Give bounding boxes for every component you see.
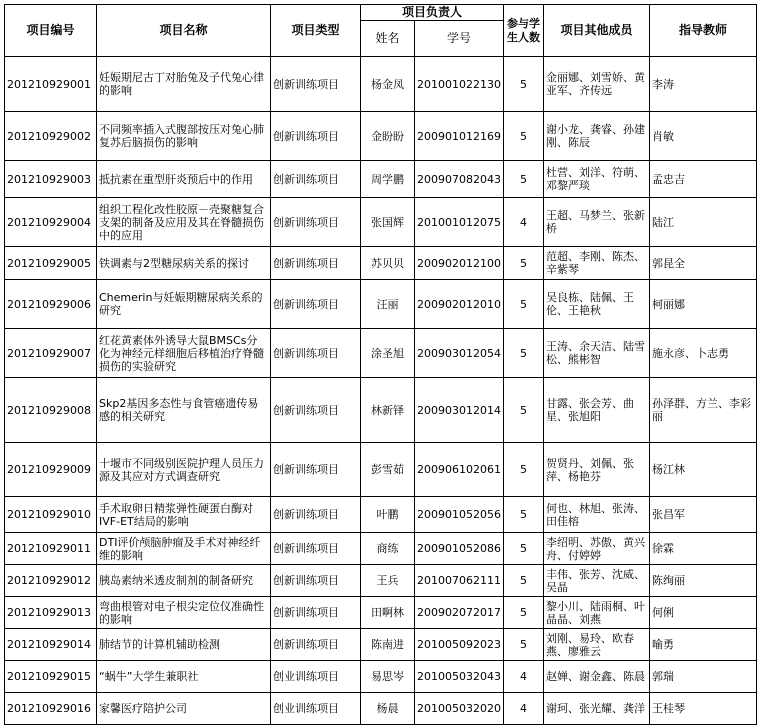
type-cell: 创新训练项目 — [271, 378, 361, 443]
type-cell: 创新训练项目 — [271, 533, 361, 565]
project-table — [4, 4, 757, 725]
teacher-cell: 徐霖 — [650, 533, 757, 565]
teacher-cell: 郭昆全 — [650, 247, 757, 280]
members-cell: 贺贤丹、刘佩、张萍、杨艳芬 — [544, 443, 650, 497]
members-cell: 吴良栋、陆佩、王伦、王艳秋 — [544, 280, 650, 329]
leader-sid-cell: 200901052086 — [415, 533, 504, 565]
members-cell: 李绍明、苏傲、黄兴舟、付婷婷 — [544, 533, 650, 565]
name-cell: 抵抗素在重型肝炎预后中的作用 — [97, 161, 271, 198]
leader-name-cell: 易思岑 — [361, 661, 415, 693]
leader-name-cell: 周学鹏 — [361, 161, 415, 198]
table-row — [5, 597, 757, 629]
teacher-cell: 王桂琴 — [650, 693, 757, 725]
table-row — [5, 661, 757, 693]
table-row — [5, 247, 757, 280]
teacher-cell: 孟忠吉 — [650, 161, 757, 198]
name-cell: 弯曲根管对电子根尖定位仪准确性的影响 — [97, 597, 271, 629]
name-cell: “蜗牛”大学生兼职社 — [97, 661, 271, 693]
count-cell: 5 — [504, 443, 544, 497]
members-cell: 甘露、张会芳、曲星、张旭阳 — [544, 378, 650, 443]
type-cell: 创新训练项目 — [271, 565, 361, 597]
members-cell: 刘刚、易玲、欧春燕、廖雅云 — [544, 629, 650, 661]
teacher-cell: 郭瑞 — [650, 661, 757, 693]
id-cell: 201210929005 — [5, 247, 97, 280]
leader-sid-cell: 201005032043 — [415, 661, 504, 693]
leader-name-cell: 金盼盼 — [361, 112, 415, 161]
type-cell: 创新训练项目 — [271, 597, 361, 629]
name-cell: 手术取卵日精浆弹性硬蛋白酶对IVF-ET结局的影响 — [97, 497, 271, 533]
members-cell: 黎小川、陆雨桐、叶晶晶、刘燕 — [544, 597, 650, 629]
type-cell: 创业训练项目 — [271, 693, 361, 725]
type-cell: 创新训练项目 — [271, 329, 361, 378]
table-row — [5, 161, 757, 198]
count-cell: 5 — [504, 247, 544, 280]
members-cell: 丰伟、张芳、沈威、吴晶 — [544, 565, 650, 597]
header-name: 项目名称 — [97, 5, 271, 57]
table-row — [5, 57, 757, 112]
leader-name-cell: 王兵 — [361, 565, 415, 597]
table-row — [5, 378, 757, 443]
type-cell: 创新训练项目 — [271, 443, 361, 497]
id-cell: 201210929004 — [5, 198, 97, 247]
name-cell: 胰岛素纳米透皮制剂的制备研究 — [97, 565, 271, 597]
leader-name-cell: 杨金凤 — [361, 57, 415, 112]
leader-name-cell: 张国辉 — [361, 198, 415, 247]
id-cell: 201210929007 — [5, 329, 97, 378]
teacher-cell: 杨江林 — [650, 443, 757, 497]
type-cell: 创新训练项目 — [271, 198, 361, 247]
leader-sid-cell: 201005032020 — [415, 693, 504, 725]
teacher-cell: 陈绚丽 — [650, 565, 757, 597]
table-row — [5, 497, 757, 533]
leader-name-cell: 杨晨 — [361, 693, 415, 725]
leader-name-cell: 陈南进 — [361, 629, 415, 661]
id-cell: 201210929016 — [5, 693, 97, 725]
type-cell: 创新训练项目 — [271, 280, 361, 329]
leader-name-cell: 彭雪茹 — [361, 443, 415, 497]
name-cell: 妊娠期尼古丁对胎兔及子代兔心律的影响 — [97, 57, 271, 112]
leader-sid-cell: 201001022130 — [415, 57, 504, 112]
teacher-cell: 李涛 — [650, 57, 757, 112]
type-cell: 创新训练项目 — [271, 247, 361, 280]
table-row — [5, 533, 757, 565]
id-cell: 201210929001 — [5, 57, 97, 112]
table-row — [5, 280, 757, 329]
name-cell: 红花黄素体外诱导大鼠BMSCs分化为神经元样细胞后移植治疗脊髓损伤的实验研究 — [97, 329, 271, 378]
type-cell: 创新训练项目 — [271, 112, 361, 161]
leader-sid-cell: 200902012100 — [415, 247, 504, 280]
id-cell: 201210929015 — [5, 661, 97, 693]
members-cell: 谢珂、张光耀、龚洋 — [544, 693, 650, 725]
teacher-cell: 孙泽群、方兰、李彩丽 — [650, 378, 757, 443]
table-row — [5, 112, 757, 161]
leader-name-cell: 苏贝贝 — [361, 247, 415, 280]
teacher-cell: 柯丽娜 — [650, 280, 757, 329]
id-cell: 201210929010 — [5, 497, 97, 533]
count-cell: 4 — [504, 693, 544, 725]
leader-sid-cell: 200903012014 — [415, 378, 504, 443]
leader-name-cell: 田啊林 — [361, 597, 415, 629]
members-cell: 金丽娜、刘雪娇、黄亚军、齐传远 — [544, 57, 650, 112]
table-row — [5, 443, 757, 497]
leader-sid-cell: 200902012010 — [415, 280, 504, 329]
name-cell: Skp2基因多态性与食管癌遗传易感的相关研究 — [97, 378, 271, 443]
type-cell: 创新训练项目 — [271, 57, 361, 112]
leader-name-cell: 林新铎 — [361, 378, 415, 443]
count-cell: 5 — [504, 533, 544, 565]
count-cell: 4 — [504, 198, 544, 247]
id-cell: 201210929009 — [5, 443, 97, 497]
teacher-cell: 陆江 — [650, 198, 757, 247]
teacher-cell: 肖敏 — [650, 112, 757, 161]
teacher-cell: 张昌军 — [650, 497, 757, 533]
count-cell: 5 — [504, 597, 544, 629]
header-members: 项目其他成员 — [544, 5, 650, 57]
name-cell: 肺结节的计算机辅助检测 — [97, 629, 271, 661]
id-cell: 201210929008 — [5, 378, 97, 443]
teacher-cell: 喻勇 — [650, 629, 757, 661]
name-cell: DTI评价颅脑肿瘤及手术对神经纤维的影响 — [97, 533, 271, 565]
count-cell: 5 — [504, 629, 544, 661]
teacher-cell: 何俐 — [650, 597, 757, 629]
count-cell: 5 — [504, 378, 544, 443]
leader-sid-cell: 201007062111 — [415, 565, 504, 597]
leader-name-cell: 商练 — [361, 533, 415, 565]
header-count: 参与学生人数 — [504, 5, 544, 57]
members-cell: 王涛、余天洁、陆雪松、熊彬智 — [544, 329, 650, 378]
id-cell: 201210929003 — [5, 161, 97, 198]
name-cell: 十堰市不同级别医院护理人员压力源及其应对方式调查研究 — [97, 443, 271, 497]
leader-name-cell: 汪丽 — [361, 280, 415, 329]
count-cell: 5 — [504, 329, 544, 378]
members-cell: 范超、李刚、陈杰、辛紫琴 — [544, 247, 650, 280]
type-cell: 创新训练项目 — [271, 629, 361, 661]
name-cell: 铁调素与2型糖尿病关系的探讨 — [97, 247, 271, 280]
count-cell: 5 — [504, 57, 544, 112]
leader-name-cell: 叶鹏 — [361, 497, 415, 533]
members-cell: 谢小龙、龚睿、孙建刚、陈辰 — [544, 112, 650, 161]
leader-sid-cell: 200901052056 — [415, 497, 504, 533]
members-cell: 杜营、刘洋、符萌、邓黎严琰 — [544, 161, 650, 198]
name-cell: Chemerin与妊娠期糖尿病关系的研究 — [97, 280, 271, 329]
count-cell: 5 — [504, 280, 544, 329]
table-row — [5, 329, 757, 378]
name-cell: 家馨医疗陪护公司 — [97, 693, 271, 725]
header-leader-sid: 学号 — [415, 21, 504, 57]
header-leader: 项目负责人 — [361, 5, 504, 21]
id-cell: 201210929002 — [5, 112, 97, 161]
id-cell: 201210929014 — [5, 629, 97, 661]
teacher-cell: 施永彦、卜志勇 — [650, 329, 757, 378]
type-cell: 创新训练项目 — [271, 161, 361, 198]
id-cell: 201210929012 — [5, 565, 97, 597]
count-cell: 5 — [504, 497, 544, 533]
count-cell: 4 — [504, 661, 544, 693]
leader-sid-cell: 200903012054 — [415, 329, 504, 378]
id-cell: 201210929011 — [5, 533, 97, 565]
members-cell: 何也、林旭、张涛、田佳榕 — [544, 497, 650, 533]
table-row — [5, 629, 757, 661]
table-row — [5, 198, 757, 247]
members-cell: 赵婵、谢金鑫、陈晨 — [544, 661, 650, 693]
id-cell: 201210929013 — [5, 597, 97, 629]
leader-sid-cell: 200906102061 — [415, 443, 504, 497]
count-cell: 5 — [504, 112, 544, 161]
type-cell: 创新训练项目 — [271, 497, 361, 533]
count-cell: 5 — [504, 565, 544, 597]
leader-sid-cell: 201005092023 — [415, 629, 504, 661]
leader-sid-cell: 200901012169 — [415, 112, 504, 161]
type-cell: 创业训练项目 — [271, 661, 361, 693]
id-cell: 201210929006 — [5, 280, 97, 329]
header-teacher: 指导教师 — [650, 5, 757, 57]
count-cell: 5 — [504, 161, 544, 198]
leader-sid-cell: 200902072017 — [415, 597, 504, 629]
members-cell: 王超、马梦兰、张新桥 — [544, 198, 650, 247]
name-cell: 组织工程化改性胶原－壳聚糖复合支架的制备及应用及其在脊髓损伤中的应用 — [97, 198, 271, 247]
header-type: 项目类型 — [271, 5, 361, 57]
leader-sid-cell: 201001012075 — [415, 198, 504, 247]
header-id: 项目编号 — [5, 5, 97, 57]
header-leader-name: 姓名 — [361, 21, 415, 57]
leader-name-cell: 涂圣旭 — [361, 329, 415, 378]
name-cell: 不同频率插入式腹部按压对兔心肺复苏后脑损伤的影响 — [97, 112, 271, 161]
leader-sid-cell: 200907082043 — [415, 161, 504, 198]
table-row — [5, 693, 757, 725]
table-row — [5, 565, 757, 597]
